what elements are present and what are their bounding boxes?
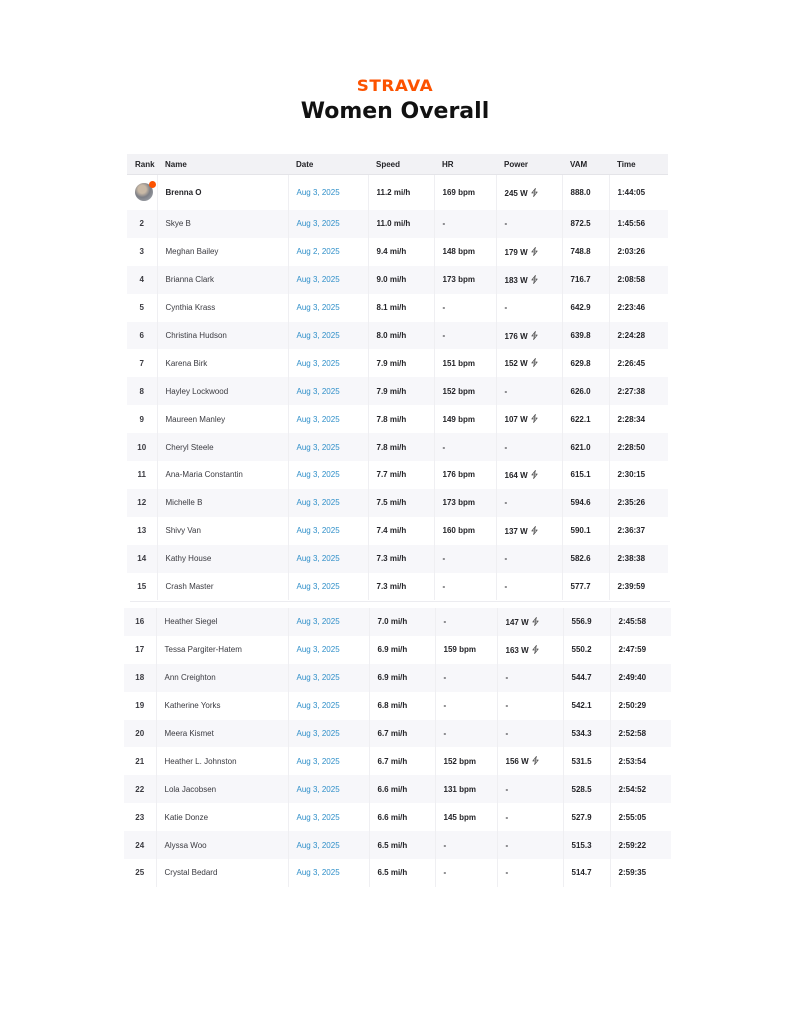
athlete-name[interactable]: Christina Hudson [157, 322, 288, 350]
vam-cell: 577.7 [562, 573, 609, 601]
athlete-name[interactable]: Brenna O [157, 175, 288, 211]
table-row [127, 294, 668, 322]
power-value: 152 W [504, 359, 528, 369]
table-row [127, 489, 668, 517]
hr-cell: - [434, 545, 496, 573]
power-value: - [505, 868, 509, 878]
column-header-power: Power [496, 154, 562, 175]
power-cell [496, 461, 562, 489]
activity-date-link[interactable]: Aug 3, 2025 [288, 377, 368, 405]
power-value: 179 W [504, 247, 528, 257]
speed-cell: 6.8 mi/h [369, 692, 435, 720]
hr-cell: 145 bpm [435, 803, 497, 831]
activity-date-link[interactable]: Aug 3, 2025 [288, 294, 368, 322]
rank-cell: 20 [124, 720, 156, 748]
athlete-name[interactable]: Heather Siegel [156, 608, 288, 636]
athlete-name[interactable]: Hayley Lockwood [157, 377, 288, 405]
power-cell [496, 517, 562, 545]
vam-cell: 716.7 [562, 266, 609, 294]
activity-date-link[interactable]: Aug 3, 2025 [288, 349, 368, 377]
athlete-name[interactable]: Michelle B [157, 489, 288, 517]
rank-cell: 23 [124, 803, 156, 831]
power-cell [496, 322, 562, 350]
speed-cell: 6.9 mi/h [369, 664, 435, 692]
table-row [124, 692, 671, 720]
power-cell [496, 489, 562, 517]
page-break-divider [130, 601, 670, 602]
speed-cell: 6.7 mi/h [369, 720, 435, 748]
power-value: 245 W [504, 188, 528, 198]
rank-cell: 3 [127, 238, 157, 266]
time-cell: 2:49:40 [610, 664, 671, 692]
power-value: 156 W [505, 757, 529, 767]
time-cell: 2:54:52 [610, 775, 671, 803]
speed-cell: 11.0 mi/h [368, 210, 434, 238]
activity-date-link[interactable]: Aug 3, 2025 [288, 210, 368, 238]
hr-cell: - [434, 573, 496, 601]
crown-badge-icon [149, 181, 156, 188]
power-cell [497, 831, 563, 859]
athlete-name[interactable]: Meghan Bailey [157, 238, 288, 266]
activity-date-link[interactable]: Aug 3, 2025 [288, 545, 368, 573]
hr-cell: 131 bpm [435, 775, 497, 803]
speed-cell: 7.0 mi/h [369, 608, 435, 636]
vam-cell: 629.8 [562, 349, 609, 377]
table-row [127, 210, 668, 238]
hr-cell: - [434, 294, 496, 322]
vam-cell: 642.9 [562, 294, 609, 322]
speed-cell: 6.5 mi/h [369, 859, 435, 887]
power-value: 107 W [504, 415, 528, 425]
vam-cell: 528.5 [563, 775, 610, 803]
power-value: - [505, 729, 509, 738]
athlete-name[interactable]: Katie Donze [156, 803, 288, 831]
rank-cell: 8 [127, 377, 157, 405]
activity-date-link[interactable]: Aug 3, 2025 [288, 775, 369, 803]
hr-cell: - [435, 720, 497, 748]
vam-cell: 527.9 [563, 803, 610, 831]
time-cell: 1:44:05 [609, 175, 668, 211]
athlete-name[interactable]: Lola Jacobsen [156, 775, 288, 803]
time-cell: 2:53:54 [610, 747, 671, 775]
athlete-name[interactable]: Tessa Pargiter-Hatem [156, 636, 288, 664]
hr-cell: 152 bpm [434, 377, 496, 405]
estimated-power-icon [530, 470, 539, 479]
rank-cell: 9 [127, 405, 157, 433]
speed-cell: 7.4 mi/h [368, 517, 434, 545]
rank-cell: 13 [127, 517, 157, 545]
time-cell: 2:27:38 [609, 377, 668, 405]
table-row [124, 608, 671, 636]
column-header-date: Date [288, 154, 368, 175]
power-value: - [505, 701, 509, 711]
activity-date-link[interactable]: Aug 3, 2025 [288, 747, 369, 775]
power-cell [496, 405, 562, 433]
speed-cell: 7.9 mi/h [368, 349, 434, 377]
rank-cell: 16 [124, 608, 156, 636]
activity-date-link[interactable]: Aug 3, 2025 [288, 322, 368, 350]
athlete-name[interactable]: Ana-Maria Constantin [157, 461, 288, 489]
power-cell [496, 349, 562, 377]
power-value: - [504, 219, 508, 229]
activity-date-link[interactable]: Aug 3, 2025 [288, 831, 369, 859]
power-cell [496, 377, 562, 405]
hr-cell: 173 bpm [434, 489, 496, 517]
table-row [127, 266, 668, 294]
power-value: - [504, 498, 508, 508]
hr-cell: 160 bpm [434, 517, 496, 545]
athlete-name[interactable]: Katherine Yorks [156, 692, 288, 720]
table-row [127, 461, 668, 489]
rank-cell: 25 [124, 859, 156, 887]
speed-cell: 6.9 mi/h [369, 636, 435, 664]
table-row [124, 803, 671, 831]
page-title: Women Overall [300, 99, 490, 124]
table-row [127, 175, 668, 211]
column-header-speed: Speed [368, 154, 434, 175]
rank-cell: 4 [127, 266, 157, 294]
avatar-leader-icon[interactable] [135, 183, 153, 201]
rank-cell: 12 [127, 489, 157, 517]
activity-date-link[interactable]: Aug 3, 2025 [288, 175, 368, 211]
activity-date-link[interactable]: Aug 3, 2025 [288, 433, 368, 461]
hr-cell: 176 bpm [434, 461, 496, 489]
athlete-name[interactable]: Meera Kismet [156, 720, 288, 748]
table-row [124, 775, 671, 803]
hr-cell: 169 bpm [434, 175, 496, 211]
vam-cell: 534.3 [563, 720, 610, 748]
estimated-power-icon [530, 358, 539, 367]
estimated-power-icon [530, 331, 539, 340]
power-cell [496, 210, 562, 238]
speed-cell: 7.7 mi/h [368, 461, 434, 489]
activity-date-link[interactable]: Aug 3, 2025 [288, 405, 368, 433]
power-cell [497, 775, 563, 803]
athlete-name[interactable]: Heather L. Johnston [156, 747, 288, 775]
hr-cell: 148 bpm [434, 238, 496, 266]
time-cell: 2:26:45 [609, 349, 668, 377]
athlete-name[interactable]: Karena Birk [157, 349, 288, 377]
time-cell: 2:24:28 [609, 322, 668, 350]
table-row [127, 238, 668, 266]
activity-date-link[interactable]: Aug 3, 2025 [288, 517, 368, 545]
estimated-power-icon [530, 247, 539, 256]
rank-cell: 2 [127, 210, 157, 238]
vam-cell: 531.5 [563, 747, 610, 775]
table-row [127, 573, 668, 601]
time-cell: 2:52:58 [610, 720, 671, 748]
power-cell [497, 720, 563, 748]
time-cell: 2:30:15 [609, 461, 668, 489]
power-cell [496, 175, 562, 211]
time-cell: 2:55:05 [610, 803, 671, 831]
hr-cell: - [434, 433, 496, 461]
rank-cell: 15 [127, 573, 157, 601]
column-header-rank: Rank [127, 154, 157, 175]
power-cell [497, 608, 563, 636]
table-row [127, 433, 668, 461]
power-value: - [504, 386, 508, 396]
hr-cell: - [435, 664, 497, 692]
hr-cell: - [435, 831, 497, 859]
time-cell: 2:03:26 [609, 238, 668, 266]
speed-cell: 7.3 mi/h [368, 573, 434, 601]
vam-cell: 544.7 [563, 664, 610, 692]
time-cell: 2:39:59 [609, 573, 668, 601]
vam-cell: 514.7 [563, 859, 610, 887]
vam-cell: 621.0 [562, 433, 609, 461]
activity-date-link[interactable]: Aug 3, 2025 [288, 636, 369, 664]
hr-cell: - [435, 608, 497, 636]
table-row [124, 859, 671, 887]
leaderboard-table-continued [124, 608, 671, 887]
power-cell [497, 636, 563, 664]
time-cell: 2:45:58 [610, 608, 671, 636]
speed-cell: 7.8 mi/h [368, 433, 434, 461]
vam-cell: 872.5 [562, 210, 609, 238]
power-value: - [505, 673, 509, 683]
hr-cell: 149 bpm [434, 405, 496, 433]
vam-cell: 515.3 [563, 831, 610, 859]
power-value: - [504, 442, 508, 452]
time-cell: 2:28:34 [609, 405, 668, 433]
time-cell: 2:59:35 [610, 859, 671, 887]
estimated-power-icon [531, 617, 540, 626]
table-row [127, 517, 668, 545]
power-cell [496, 266, 562, 294]
power-cell [497, 859, 563, 887]
athlete-name[interactable]: Crystal Bedard [156, 859, 288, 887]
hr-cell: 151 bpm [434, 349, 496, 377]
rank-cell [127, 175, 157, 211]
power-value: - [505, 840, 509, 850]
hr-cell: - [434, 322, 496, 350]
hr-cell: - [435, 859, 497, 887]
strava-logo[interactable]: STRAVA [356, 76, 434, 95]
athlete-name[interactable]: Maureen Manley [157, 405, 288, 433]
vam-cell: 622.1 [562, 405, 609, 433]
activity-date-link[interactable]: Aug 3, 2025 [288, 692, 369, 720]
power-cell [496, 545, 562, 573]
activity-date-link[interactable]: Aug 2, 2025 [288, 238, 368, 266]
athlete-name[interactable]: Cynthia Krass [157, 294, 288, 322]
table-row [127, 545, 668, 573]
table-row [127, 322, 668, 350]
athlete-name[interactable]: Kathy House [157, 545, 288, 573]
power-cell [497, 803, 563, 831]
power-value: 147 W [505, 617, 529, 627]
speed-cell: 9.0 mi/h [368, 266, 434, 294]
vam-cell: 582.6 [562, 545, 609, 573]
speed-cell: 7.3 mi/h [368, 545, 434, 573]
table-row [127, 349, 668, 377]
power-cell [496, 294, 562, 322]
vam-cell: 594.6 [562, 489, 609, 517]
speed-cell: 7.5 mi/h [368, 489, 434, 517]
table-row [124, 664, 671, 692]
speed-cell: 6.6 mi/h [369, 803, 435, 831]
activity-date-link[interactable]: Aug 3, 2025 [288, 803, 369, 831]
activity-date-link[interactable]: Aug 3, 2025 [288, 859, 369, 887]
table-row [127, 377, 668, 405]
vam-cell: 748.8 [562, 238, 609, 266]
activity-date-link[interactable]: Aug 3, 2025 [288, 608, 369, 636]
power-value: - [504, 554, 508, 564]
rank-cell: 7 [127, 349, 157, 377]
rank-cell: 10 [127, 433, 157, 461]
estimated-power-icon [530, 275, 539, 284]
vam-cell: 888.0 [562, 175, 609, 211]
time-cell: 1:45:56 [609, 210, 668, 238]
athlete-name[interactable]: Cheryl Steele [157, 433, 288, 461]
estimated-power-icon [531, 645, 540, 654]
time-cell: 2:47:59 [610, 636, 671, 664]
hr-cell: 152 bpm [435, 747, 497, 775]
rank-cell: 24 [124, 831, 156, 859]
vam-cell: 615.1 [562, 461, 609, 489]
activity-date-link[interactable]: Aug 3, 2025 [288, 720, 369, 748]
power-cell [496, 238, 562, 266]
time-cell: 2:23:46 [609, 294, 668, 322]
rank-cell: 19 [124, 692, 156, 720]
column-header-vam: VAM [562, 154, 609, 175]
power-cell [497, 692, 563, 720]
rank-cell: 18 [124, 664, 156, 692]
power-value: - [504, 582, 508, 592]
speed-cell: 9.4 mi/h [368, 238, 434, 266]
speed-cell: 7.8 mi/h [368, 405, 434, 433]
rank-cell: 22 [124, 775, 156, 803]
speed-cell: 6.5 mi/h [369, 831, 435, 859]
time-cell: 2:59:22 [610, 831, 671, 859]
time-cell: 2:08:58 [609, 266, 668, 294]
hr-cell: 159 bpm [435, 636, 497, 664]
table-row [124, 636, 671, 664]
leaderboard-table [127, 154, 668, 600]
athlete-name[interactable]: Brianna Clark [157, 266, 288, 294]
power-value: - [504, 303, 508, 313]
power-value: - [505, 812, 509, 822]
speed-cell: 6.7 mi/h [369, 747, 435, 775]
table-row [124, 747, 671, 775]
time-cell: 2:38:38 [609, 545, 668, 573]
athlete-name[interactable]: Ann Creighton [156, 664, 288, 692]
power-value: 163 W [505, 645, 529, 655]
rank-cell: 21 [124, 747, 156, 775]
activity-date-link[interactable]: Aug 3, 2025 [288, 266, 368, 294]
time-cell: 2:50:29 [610, 692, 671, 720]
athlete-name[interactable]: Skye B [157, 210, 288, 238]
hr-cell: 173 bpm [434, 266, 496, 294]
estimated-power-icon [530, 526, 539, 535]
power-value: 164 W [504, 470, 528, 480]
speed-cell: 11.2 mi/h [368, 175, 434, 211]
vam-cell: 590.1 [562, 517, 609, 545]
activity-date-link[interactable]: Aug 3, 2025 [288, 573, 368, 601]
table-header-row [127, 154, 668, 175]
speed-cell: 8.0 mi/h [368, 322, 434, 350]
vam-cell: 626.0 [562, 377, 609, 405]
estimated-power-icon [531, 756, 540, 765]
activity-date-link[interactable]: Aug 3, 2025 [288, 489, 368, 517]
estimated-power-icon [530, 414, 539, 423]
rank-cell: 5 [127, 294, 157, 322]
hr-cell: - [435, 692, 497, 720]
power-value: - [505, 784, 509, 794]
time-cell: 2:35:26 [609, 489, 668, 517]
power-cell [497, 747, 563, 775]
athlete-name[interactable]: Crash Master [157, 573, 288, 601]
power-value: 183 W [504, 275, 528, 285]
table-row [124, 720, 671, 748]
activity-date-link[interactable]: Aug 3, 2025 [288, 461, 368, 489]
power-value: 137 W [504, 526, 528, 536]
column-header-hr: HR [434, 154, 496, 175]
time-cell: 2:36:37 [609, 517, 668, 545]
vam-cell: 639.8 [562, 322, 609, 350]
vam-cell: 556.9 [563, 608, 610, 636]
speed-cell: 8.1 mi/h [368, 294, 434, 322]
athlete-name[interactable]: Alyssa Woo [156, 831, 288, 859]
power-cell [496, 433, 562, 461]
rank-cell: 17 [124, 636, 156, 664]
power-cell [497, 664, 563, 692]
column-header-time: Time [609, 154, 668, 175]
column-header-name: Name [157, 154, 288, 175]
power-value: 176 W [504, 331, 528, 341]
rank-cell: 6 [127, 322, 157, 350]
rank-cell: 11 [127, 461, 157, 489]
speed-cell: 7.9 mi/h [368, 377, 434, 405]
estimated-power-icon [530, 188, 539, 197]
vam-cell: 550.2 [563, 636, 610, 664]
speed-cell: 6.6 mi/h [369, 775, 435, 803]
activity-date-link[interactable]: Aug 3, 2025 [288, 664, 369, 692]
power-cell [496, 573, 562, 601]
hr-cell: - [434, 210, 496, 238]
athlete-name[interactable]: Shivy Van [157, 517, 288, 545]
table-row [124, 831, 671, 859]
table-row [127, 405, 668, 433]
rank-cell: 14 [127, 545, 157, 573]
vam-cell: 542.1 [563, 692, 610, 720]
time-cell: 2:28:50 [609, 433, 668, 461]
